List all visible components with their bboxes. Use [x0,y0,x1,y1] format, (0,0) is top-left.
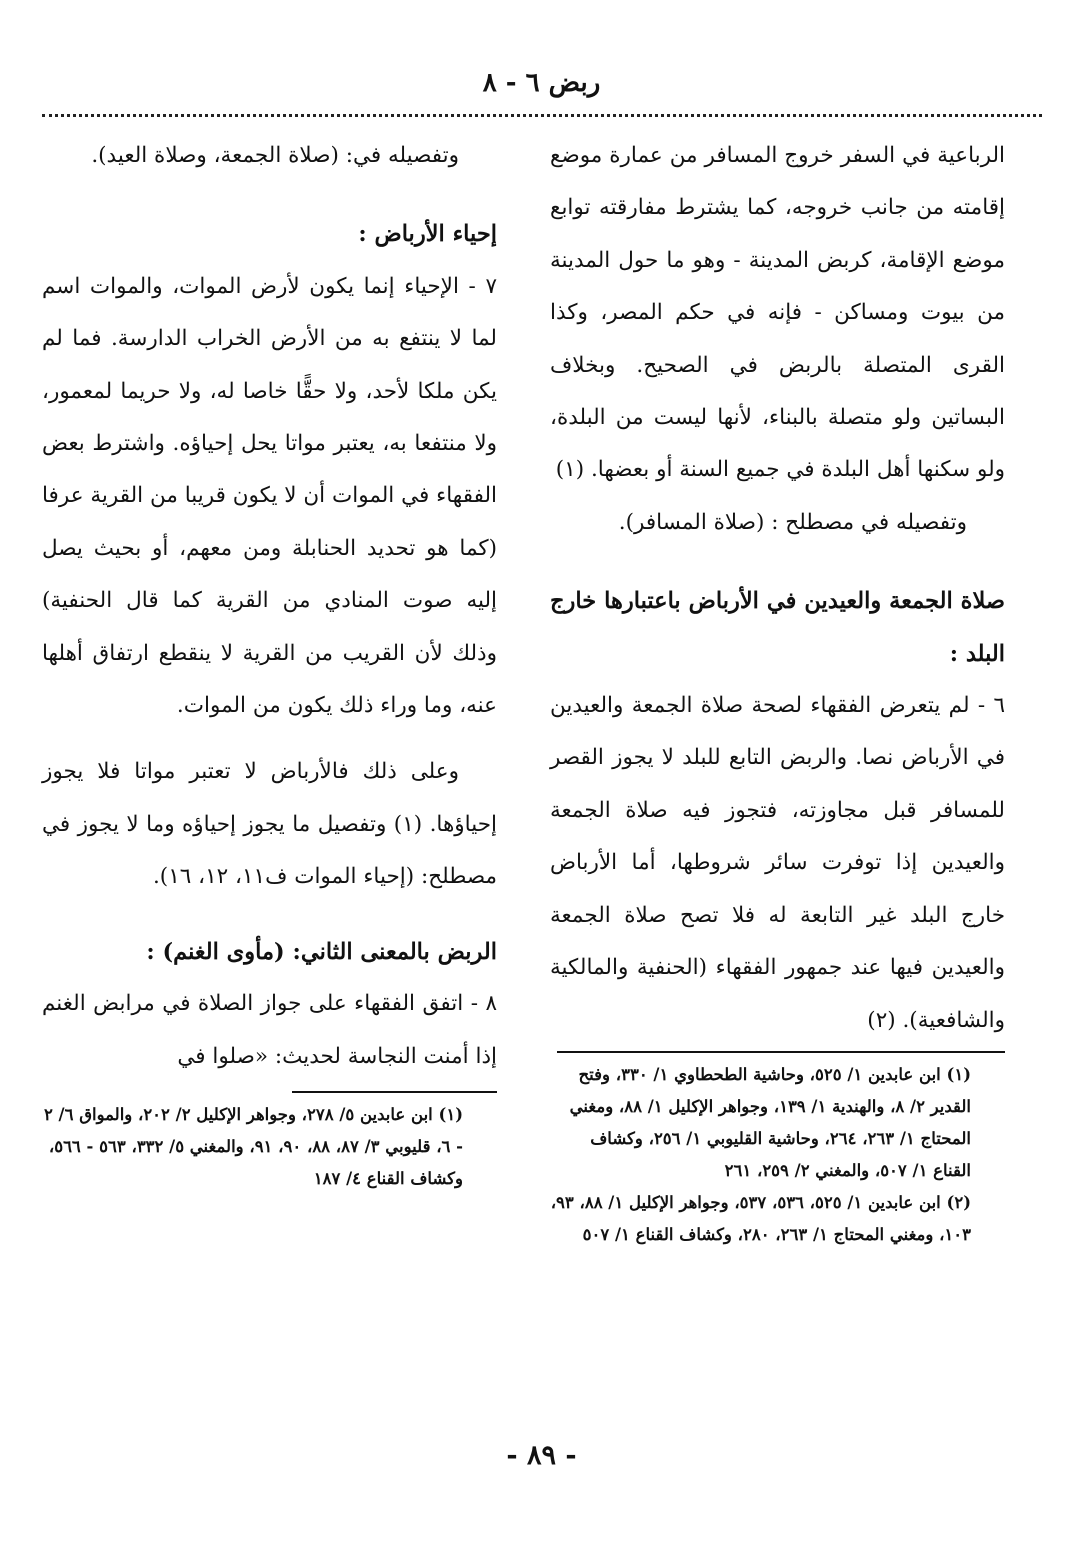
left-paragraph-4: ٨ - اتفق الفقهاء على جواز الصلاة في مرابض الغنم إذا أمنت النجاسة لحديث: «صلوا في [42,991,497,1069]
left-column [42,130,497,1195]
footnote-text: (١) ابن عابدين ٥/ ٢٧٨، وجواهر الإكليل ٢/ ٢٠٢، والمواق ٦/ ٢ - ٦، قليوبي ٣/ ٨٧، ٨٨، ٩٠، ٩١، والمغني ٥/ ٣٣٢، ٥٦٣ - ٥٦٦، وكشاف القناع ٤/ ١٨٧ [43,1104,463,1188]
running-header: ربض ٦ - ٨ [482,68,601,98]
spacer [42,182,497,208]
section-heading-friday-eid: صلاة الجمعة والعيدين في الأرباض باعتبارها خارج البلد : [550,588,1005,667]
right-column [550,130,1005,1251]
footnote-right-1 [550,1059,1005,1187]
right-paragraph-3: ٦ - لم يتعرض الفقهاء لصحة صلاة الجمعة والعيدين في الأرباض نصا. والربض التابع للبلد لا يجوز القصر للمسافر قبل مجاوزته، فتجوز فيه صلاة الجمعة والعيدين إذا توفرت سائر شروطها، أما الأرباض خارج البلد غير التابعة له فلا تصح صلاة الجمعة والعيدين فيها عند جمهور الفقهاء (الحنفية والمالكية والشافعية). (٢) [550,693,1005,1033]
footnote-right-2 [550,1187,1005,1251]
spacer [42,732,497,746]
right-paragraph-2: وتفصيله في مصطلح : (صلاة المسافر). [618,509,967,535]
spacer [550,549,1005,575]
right-paragraph-1: الرباعية في السفر خروج المسافر من عمارة موضع إقامته من جانب خروجه، كما يشترط مفارقته توابع موضع الإقامة، كربض المدينة - وهو ما حول المدينة من بيوت ومساكن - فإنه في حكم المصر، وكذا القرى المتصلة بالربض في الصحيح. وبخلاف البساتين ولو متصلة بالبناء، لأنها ليست من البلدة، ولو سكنها أهل البلدة في جميع السنة أو بعضها. (١) [550,143,1005,483]
footnote-text: (٢) ابن عابدين ١/ ٥٢٥، ٥٣٦، ٥٣٧، وجواهر الإكليل ١/ ٨٨، ٩٣، ١٠٣، ومغني المحتاج ١/ ٢٦٣، ٢٨٠، وكشاف القناع ١/ ٥٠٧ [550,1192,971,1244]
spacer [42,904,497,926]
left-paragraph-3: وعلى ذلك فالأرباض لا تعتبر مواتا فلا يجوز إحياؤها. (١) وتفصيل ما يجوز إحياؤه وما لا يجوز في مصطلح: (إحياء الموات ف١١، ١٢، ١٦). [42,759,497,890]
section-heading-ihya-arbad: إحياء الأرباض : [358,221,497,248]
footnote-text: (١) ابن عابدين ١/ ٥٢٥، وحاشية الطحطاوي ١/ ٣٣٠، وفتح القدير ٢/ ٨، والهندية ١/ ١٣٩، وجواهر الإكليل ١/ ٨٨، ومغني المحتاج ١/ ٢٦٣، ٢٦٤، وحاشية القليوبي ١/ ٢٥٦، وكشاف القناع ١/ ٥٠٧، والمغني ٢/ ٢٥٩، ٢٦١ [569,1064,971,1180]
left-paragraph-1: وتفصيله في: (صلاة الجمعة، وصلاة العيد). [91,143,459,168]
footnote-rule [557,1051,1005,1053]
page-number: - ٨٩ - [506,1440,577,1471]
footnote-rule [292,1091,497,1093]
left-paragraph-2: ٧ - الإحياء إنما يكون لأرض الموات، والموات اسم لما لا ينتفع به من الأرض الخراب الدارسة. فما لم يكن ملكا لأحد، ولا حقًّا خاصا له، ولا حريما لمعمور، ولا منتفعا به، يعتبر مواتا يحل إحياؤه. واشترط بعض الفقهاء في الموات أن لا يكون قريبا من القرية عرفا (كما هو تحديد الحنابلة ومن معهم، أو بحيث يصل إليه صوت المنادي من القرية كما قال الحنفية) وذلك لأن القريب من القرية لا ينقطع ارتفاق أهلها عنه، وما وراء ذلك يكون من الموات. [42,273,497,719]
header-dotted-divider [42,114,1042,117]
footnote-left-1 [42,1099,497,1195]
section-heading-sheep-pen: الربض بالمعنى الثاني: (مأوى الغنم) : [146,938,497,965]
